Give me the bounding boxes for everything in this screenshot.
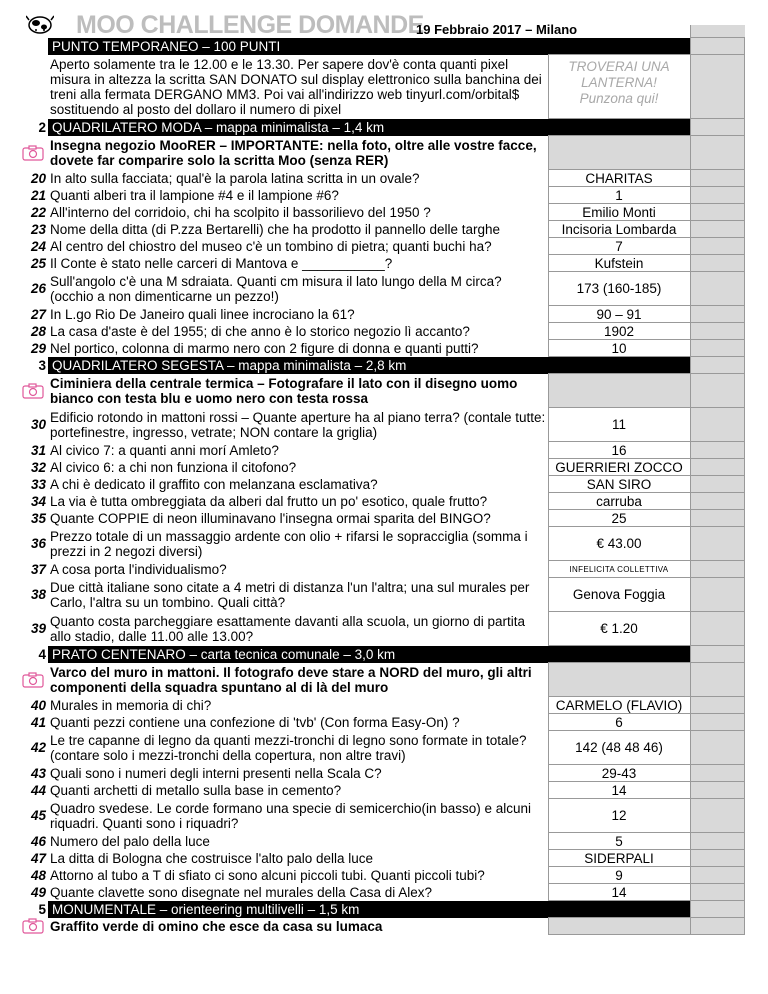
question-row: [20, 714, 744, 731]
score-cell: [690, 663, 744, 697]
photo-task-text: Graffito verde di omino che esce da casa su lumaca: [50, 918, 383, 934]
question-text: Sull'angolo c'è una M sdraiata. Quanti cm misura il lato lungo della M circa? (occhio a non dimenticarne un pezzo!): [50, 273, 502, 304]
question-row: [20, 867, 744, 884]
sections-body: [20, 119, 744, 935]
score-cell: [690, 255, 744, 272]
question-row: [20, 238, 744, 255]
question-text: A chi è dedicato il graffito con melanzana esclamativa?: [50, 476, 378, 492]
score-cell: [690, 357, 744, 374]
section-number: 5: [38, 901, 46, 917]
answer-cell[interactable]: Genova Foggia: [548, 578, 690, 612]
answer-cell[interactable]: 16: [548, 442, 690, 459]
score-cell: [690, 238, 744, 255]
question-number: 22: [30, 204, 46, 220]
answer-cell[interactable]: € 43.00: [548, 527, 690, 561]
answer-cell[interactable]: 6: [548, 714, 690, 731]
photo-answer-cell[interactable]: [548, 136, 690, 170]
camera-icon: [22, 145, 44, 161]
question-number: 23: [30, 221, 46, 237]
question-row: [20, 697, 744, 714]
question-row: [20, 493, 744, 510]
score-cell: [690, 323, 744, 340]
question-number: 45: [30, 808, 46, 823]
score-cell: [690, 204, 744, 221]
question-text: Quali sono i numeri degli interni presenti nella Scala C?: [50, 765, 382, 781]
score-cell: [690, 867, 744, 884]
score-cell: [690, 476, 744, 493]
score-cell: [690, 782, 744, 799]
question-text: Le tre capanne di legno da quanti mezzi-tronchi di legno sono formate in totale? (contare solo i mezzi-tronchi della copertura, non altre travi): [50, 732, 527, 763]
question-row: [20, 459, 744, 476]
answer-cell[interactable]: 1: [548, 187, 690, 204]
question-number: 32: [30, 459, 46, 475]
question-number: 25: [30, 255, 46, 271]
score-cell: [690, 340, 744, 357]
score-cell: [690, 527, 744, 561]
answer-cell[interactable]: 90 – 91: [548, 306, 690, 323]
question-text: Quadro svedese. Le corde formano una specie di semicerchio(in basso) e alcuni riquadri. Quanti sono i riquadri?: [50, 800, 532, 831]
question-row: [20, 833, 744, 850]
question-row: [20, 510, 744, 527]
score-cell: [690, 697, 744, 714]
score-cell: [690, 510, 744, 527]
score-cell: [690, 119, 744, 136]
answer-cell[interactable]: 142 (48 48 46): [548, 731, 690, 765]
photo-task-text: Insegna negozio MooRER – IMPORTANTE: nella foto, oltre alle vostre facce, dovete far comparire solo la scritta Moo (senza RER): [50, 137, 537, 168]
answer-cell[interactable]: 10: [548, 340, 690, 357]
question-text: Il Conte è stato nelle carceri di Mantova e ___________?: [50, 255, 393, 271]
question-number: 31: [30, 442, 46, 458]
section-header-row: [20, 357, 744, 374]
score-cell: [690, 714, 744, 731]
question-number: 27: [30, 306, 46, 322]
question-row: [20, 340, 744, 357]
question-number: 49: [30, 884, 46, 900]
score-cell: [690, 170, 744, 187]
section-header-row: [20, 38, 744, 55]
score-cell: [690, 731, 744, 765]
question-row: [20, 765, 744, 782]
photo-task-row: [20, 374, 744, 408]
question-number: 24: [30, 238, 46, 254]
page-subtitle: 19 Febbraio 2017 – Milano: [416, 22, 578, 37]
score-cell: [690, 561, 744, 578]
question-text: In alto sulla facciata; qual'è la parola latina scritta in un ovale?: [50, 170, 420, 186]
question-text: A cosa porta l'individualismo?: [50, 561, 227, 577]
question-sheet: [20, 11, 744, 935]
question-number: 30: [30, 417, 46, 432]
answer-cell[interactable]: 14: [548, 782, 690, 799]
question-text: Nel portico, colonna di marmo nero con 2 figure di donna e quanti putti?: [50, 340, 479, 356]
question-text: Murales in memoria di chi?: [50, 697, 212, 713]
page-title: MOO CHALLENGE DOMANDE: [76, 11, 424, 39]
section-number: 3: [38, 357, 46, 373]
question-text: Al civico 7: a quanti anni morí Amleto?: [50, 442, 279, 458]
question-row: [20, 561, 744, 578]
question-number: 37: [30, 561, 46, 577]
question-text: All'interno del corridoio, chi ha scolpito il bassorilievo del 1950 ?: [50, 204, 431, 220]
answer-cell[interactable]: SAN SIRO: [548, 476, 690, 493]
question-row: [20, 187, 744, 204]
question-row: [20, 782, 744, 799]
answer-cell[interactable]: INFELICITA COLLETTIVA: [548, 561, 690, 578]
score-cell: [690, 765, 744, 782]
answer-cell[interactable]: CARMELO (FLAVIO): [548, 697, 690, 714]
photo-task-text: Ciminiera della centrale termica – Fotografare il lato con il disegno uomo bianco con testa blu e uomo nero con testa rossa: [50, 375, 518, 406]
camera-icon: [22, 672, 44, 688]
score-cell: [690, 833, 744, 850]
question-text: Quanti alberi tra il lampione #4 e il lampione #6?: [50, 187, 339, 203]
question-row: [20, 850, 744, 867]
section-title: MONUMENTALE – orienteering multilivelli – 1,5 km: [48, 901, 548, 918]
question-row: [20, 255, 744, 272]
photo-answer-cell[interactable]: [548, 374, 690, 408]
answer-cell[interactable]: CHARITAS: [548, 170, 690, 187]
question-text: Due città italiane sono citate a 4 metri di distanza l'un l'altra; una sul murales per Carlo, l'altra su un tombino. Quali città?: [50, 579, 530, 610]
section-title: QUADRILATERO MODA – mappa minimalista – 1,4 km: [48, 119, 548, 136]
score-cell: [690, 578, 744, 612]
question-number: 41: [30, 714, 46, 730]
question-row: [20, 476, 744, 493]
question-text: Numero del palo della luce: [50, 833, 210, 849]
answer-cell[interactable]: 173 (160-185): [548, 272, 690, 306]
question-row: [20, 527, 744, 561]
question-number: 43: [30, 765, 46, 781]
stamp-text: TROVERAI UNA LANTERNA!: [568, 59, 670, 90]
answer-cell[interactable]: 7: [548, 238, 690, 255]
photo-task-row: [20, 136, 744, 170]
question-number: 42: [30, 740, 46, 755]
question-row: [20, 170, 744, 187]
score-cell: [690, 884, 744, 901]
section-number: 2: [38, 119, 46, 135]
question-row: [20, 799, 744, 833]
question-number: 29: [30, 340, 46, 356]
answer-cell[interactable]: 9: [548, 867, 690, 884]
question-text: Al centro del chiostro del museo c'è un tombino di pietra; quanti buchi ha?: [50, 238, 492, 254]
question-row: [20, 442, 744, 459]
answer-cell[interactable]: GUERRIERI ZOCCO: [548, 459, 690, 476]
question-row: [20, 578, 744, 612]
question-text: Quante COPPIE di neon illuminavano l'insegna ormai sparita del BINGO?: [50, 510, 491, 526]
score-cell: [690, 408, 744, 442]
stamp-hint: Punzona qui!: [579, 91, 659, 106]
question-number: 20: [30, 170, 46, 186]
answer-cell[interactable]: Emilio Monti: [548, 204, 690, 221]
question-number: 47: [30, 850, 46, 866]
question-row: [20, 272, 744, 306]
answer-cell[interactable]: 14: [548, 884, 690, 901]
intro-text: Aperto solamente tra le 12.00 e le 13.30. Per sapere dov'è conta quanti pixel misura in altezza la scritta SAN DONATO sul display elettronico sulla banchina dei treni alla fermata DERGANO MM3. Poi vai all'indirizzo web tinyurl.com/orbital$ sostituendo al posto del dollaro il numero di pixel: [50, 56, 542, 117]
answer-cell[interactable]: 25: [548, 510, 690, 527]
question-number: 26: [30, 281, 46, 296]
score-cell: [690, 901, 744, 918]
section-header-row: [20, 646, 744, 663]
questions-table: [20, 37, 745, 935]
photo-task-row: [20, 663, 744, 697]
question-number: 33: [30, 476, 46, 492]
score-cell: [690, 493, 744, 510]
question-text: La ditta di Bologna che costruisce l'alto palo della luce: [50, 850, 374, 866]
answer-cell[interactable]: carruba: [548, 493, 690, 510]
score-cell: [690, 612, 744, 646]
score-cell: [690, 442, 744, 459]
answer-cell[interactable]: € 1.20: [548, 612, 690, 646]
score-cell: [690, 459, 744, 476]
score-cell: [690, 221, 744, 238]
question-number: 48: [30, 867, 46, 883]
section-header-row: [20, 119, 744, 136]
score-cell: [690, 374, 744, 408]
cow-logo-icon: [26, 14, 54, 36]
question-text: Quanti archetti di metallo sulla base in cemento?: [50, 782, 342, 798]
question-row: [20, 731, 744, 765]
photo-answer-cell[interactable]: [548, 918, 690, 935]
question-row: [20, 408, 744, 442]
answer-cell[interactable]: Incisoria Lombarda: [548, 221, 690, 238]
question-text: Edificio rotondo in mattoni rossi – Quante aperture ha al piano terra? (contale tutte: portefinestre, ingresso, vetrate; NON contare la griglia): [50, 409, 546, 440]
section-number: 4: [38, 646, 46, 662]
score-cell: [690, 306, 744, 323]
question-text: Quanto costa parcheggiare esattamente davanti alla scuola, un giorno di partita allo stadio, dalle 11.00 alle 13.00?: [50, 613, 526, 644]
lantern-stamp-box[interactable]: [548, 55, 690, 119]
section-title: QUADRILATERO SEGESTA – mappa minimalista – 2,8 km: [48, 357, 548, 374]
question-row: [20, 204, 744, 221]
score-cell: [690, 918, 744, 935]
answer-cell[interactable]: 12: [548, 799, 690, 833]
score-cell: [690, 272, 744, 306]
intro-title: PUNTO TEMPORANEO – 100 PUNTI: [48, 38, 548, 55]
score-cell: [690, 187, 744, 204]
question-number: 46: [30, 833, 46, 849]
answer-cell[interactable]: 11: [548, 408, 690, 442]
answer-cell[interactable]: SIDERPALI: [548, 850, 690, 867]
camera-icon: [22, 383, 44, 399]
question-number: 38: [30, 587, 46, 602]
question-row: [20, 221, 744, 238]
question-number: 28: [30, 323, 46, 339]
question-text: Prezzo totale di un massaggio ardente con olio + rifarsi le sopracciglia (somma i prezzi in 2 negozi diversi): [50, 528, 528, 559]
question-row: [20, 323, 744, 340]
question-row: [20, 306, 744, 323]
question-number: 40: [30, 697, 46, 713]
question-text: Quanti pezzi contiene una confezione di 'tvb' (Con forma Easy-On) ?: [50, 714, 460, 730]
question-text: Attorno al tubo a T di sfiato ci sono alcuni piccoli tubi. Quanti piccoli tubi?: [50, 867, 485, 883]
question-number: 34: [30, 493, 46, 509]
photo-task-row: [20, 918, 744, 935]
answer-cell[interactable]: Kufstein: [548, 255, 690, 272]
photo-answer-cell[interactable]: [548, 663, 690, 697]
question-number: 36: [30, 536, 46, 551]
question-number: 35: [30, 510, 46, 526]
score-cell: [690, 136, 744, 170]
question-text: La casa d'aste è del 1955; di che anno è lo storico negozio lì accanto?: [50, 323, 470, 339]
question-text: Nome della ditta (di P.zza Bertarelli) che ha prodotto il pannello delle targhe: [50, 221, 501, 237]
section-title: PRATO CENTENARO – carta tecnica comunale – 3,0 km: [48, 646, 548, 663]
score-cell: [690, 799, 744, 833]
question-number: 21: [30, 187, 46, 203]
score-cell: [690, 38, 744, 55]
section-header-row: [20, 901, 744, 918]
sheet-header: [20, 11, 744, 39]
question-number: 39: [30, 621, 46, 636]
answer-cell[interactable]: 29-43: [548, 765, 690, 782]
answer-cell[interactable]: 1902: [548, 323, 690, 340]
score-cell: [690, 646, 744, 663]
question-text: La via è tutta ombreggiata da alberi dal frutto un po' esotico, quale frutto?: [50, 493, 488, 509]
score-cell: [690, 55, 744, 119]
question-row: [20, 612, 744, 646]
question-text: Al civico 6: a chi non funziona il citofono?: [50, 459, 297, 475]
question-row: [20, 884, 744, 901]
question-number: 44: [30, 782, 46, 798]
intro-row: [20, 55, 744, 119]
answer-cell[interactable]: 5: [548, 833, 690, 850]
camera-icon: [22, 918, 44, 934]
photo-task-text: Varco del muro in mattoni. Il fotografo deve stare a NORD del muro, gli altri componenti della squadra spuntano al di là del muro: [50, 664, 532, 695]
score-cell: [690, 850, 744, 867]
question-text: Quante clavette sono disegnate nel murales della Casa di Alex?: [50, 884, 432, 900]
score-cell: [690, 25, 745, 37]
question-text: In L.go Rio De Janeiro quali linee incrociano la 61?: [50, 306, 355, 322]
